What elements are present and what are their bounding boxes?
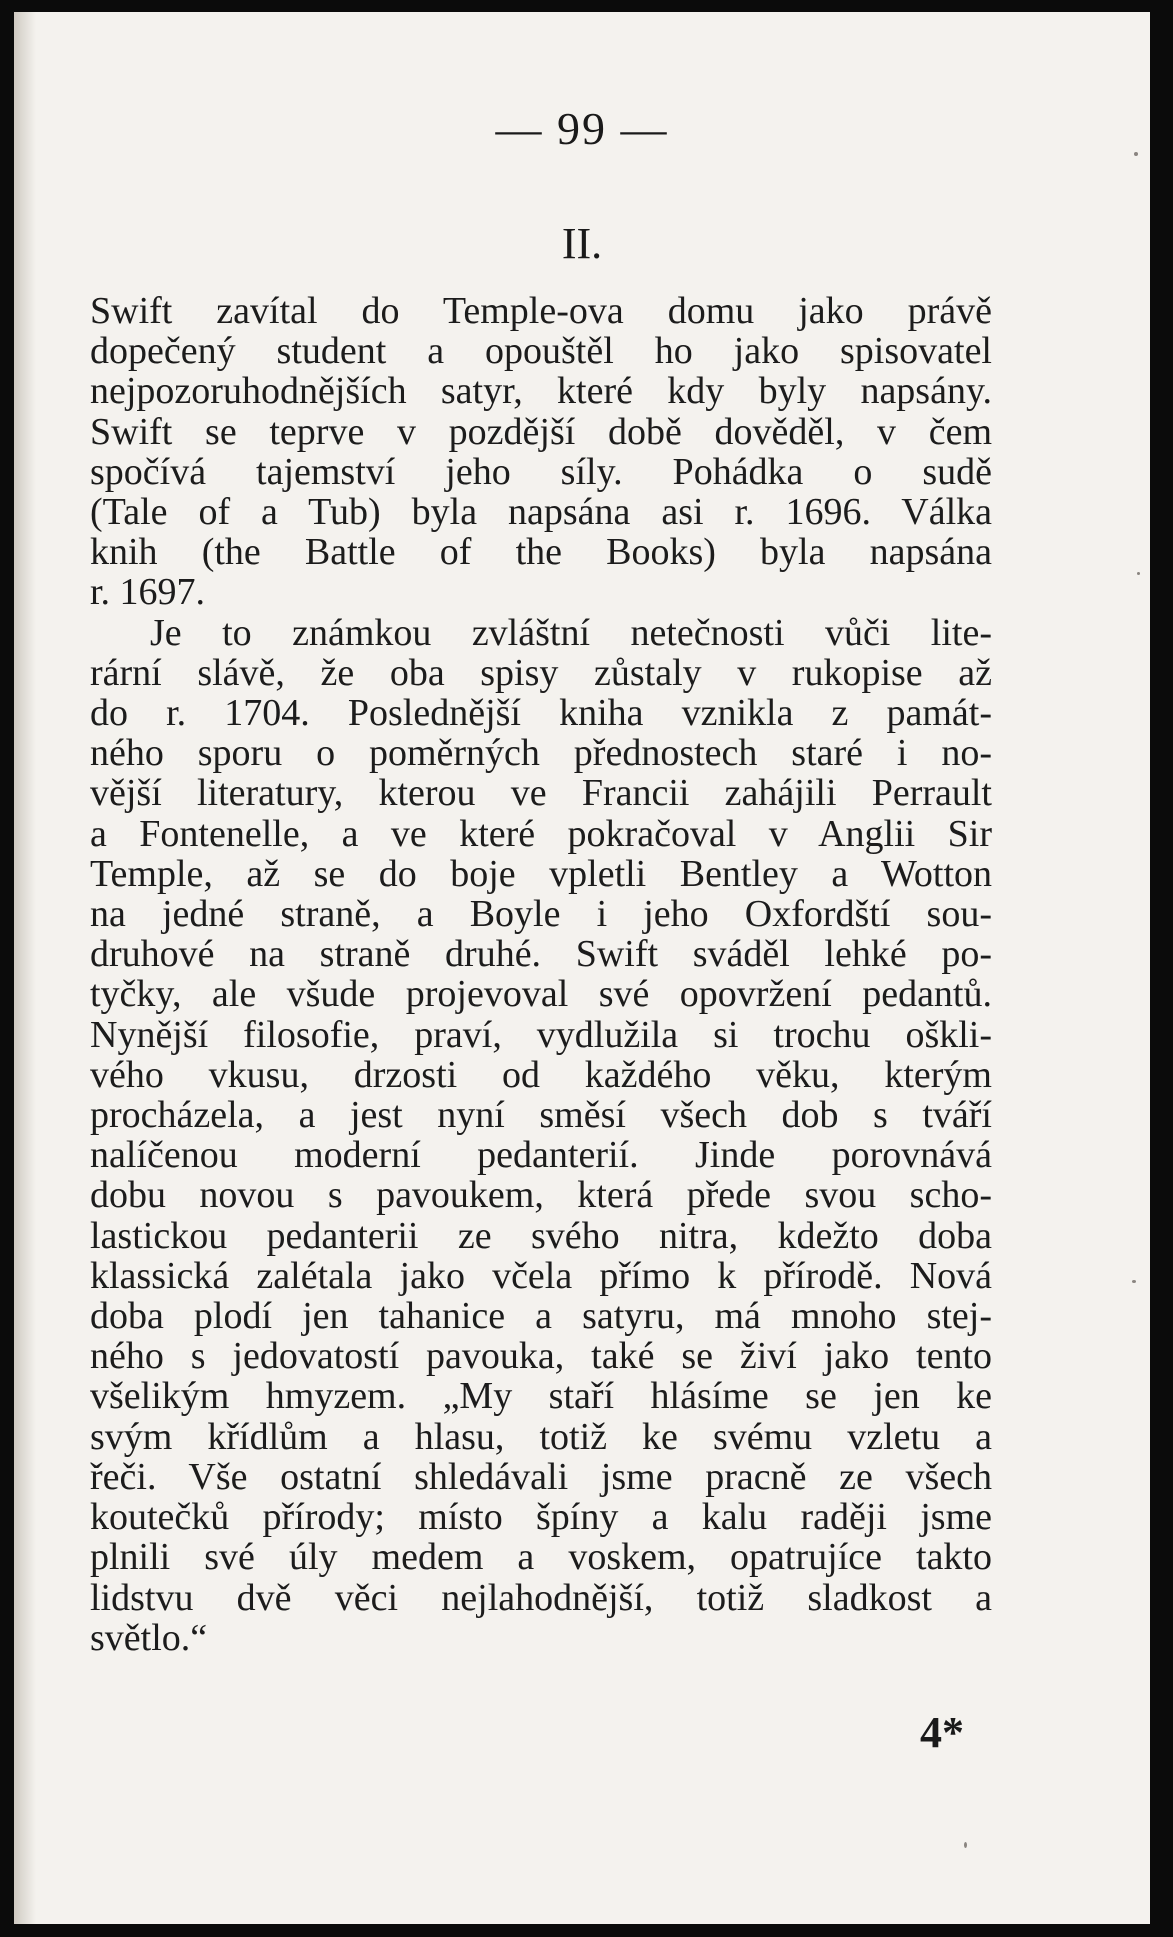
paragraph-2 (90, 613, 992, 1658)
text-line: lidstvu dvě věci nejlahodnější, totiž sladkost a (90, 1576, 992, 1619)
text-line: doba plodí jen tahanice a satyru, má mnoho stej- (90, 1295, 992, 1338)
text-line: a Fontenelle, a ve které pokračoval v Anglii Sir (90, 812, 992, 855)
text-line: ného s jedovatostí pavouka, také se živí jako tento (90, 1335, 992, 1378)
book-page (14, 12, 1150, 1924)
text-line: knih (the Battle of the Books) byla napsána (90, 531, 992, 574)
text-line: všelikým hmyzem. „My staří hlásíme se jen ke (90, 1375, 992, 1418)
paper-speck (964, 1842, 967, 1848)
text-line: svým křídlům a hlasu, totiž ke svému vzletu a (90, 1415, 992, 1458)
text-line: Temple, až se do boje vpletli Bentley a Wotton (90, 852, 992, 895)
page-gutter-shadow (14, 12, 36, 1924)
text-line: na jedné straně, a Boyle i jeho Oxfordští sou- (90, 893, 992, 936)
text-line: do r. 1704. Poslednější kniha vznikla z památ- (90, 692, 992, 735)
text-line: koutečků přírody; místo špíny a kalu raději jsme (90, 1496, 992, 1539)
text-line: vého vkusu, drzosti od každého věku, kterým (90, 1053, 992, 1096)
text-line: druhové na straně druhé. Swift sváděl lehké po- (90, 933, 992, 976)
text-line: dobu novou s pavoukem, která přede svou scho- (90, 1174, 992, 1217)
text-line: Je to známkou zvláštní netečnosti vůči lite- (150, 611, 992, 654)
text-line: tyčky, ale všude projevoval své opovržení pedantů. (90, 973, 992, 1016)
text-line: klassická zalétala jako včela přímo k přírodě. Nová (90, 1254, 992, 1297)
section-heading: II. (561, 219, 603, 268)
text-line: dopečený student a opouštěl ho jako spisovatel (90, 330, 992, 373)
text-line: plnili své úly medem a voskem, opatrujíce takto (90, 1536, 992, 1579)
paragraph-1 (90, 291, 992, 613)
body-text (90, 291, 992, 1658)
text-line: spočívá tajemství jeho síly. Pohádka o sudě (90, 450, 992, 493)
text-line: procházela, a jest nyní směsí všech dob s tváří (90, 1094, 992, 1137)
text-line: lastickou pedanterii ze svého nitra, kdežto doba (90, 1214, 992, 1257)
text-line: světlo.“ (90, 1616, 208, 1659)
text-line: Swift se teprve v pozdější době dověděl, v čem (90, 410, 992, 453)
text-line: nejpozoruhodnějších satyr, které kdy byly napsány. (90, 370, 992, 413)
text-line: (Tale of a Tub) byla napsána asi r. 1696. Válka (90, 491, 992, 534)
text-line: Swift zavítal do Temple-ova domu jako právě (90, 290, 992, 332)
text-line: vější literatury, kterou ve Francii zahájili Perrault (90, 772, 992, 815)
paper-speck (1134, 152, 1138, 156)
signature-mark: 4* (920, 1708, 964, 1757)
paper-speck (1137, 572, 1140, 575)
paper-speck (1132, 1280, 1136, 1283)
text-line: řeči. Vše ostatní shledávali jsme pracně ze všech (90, 1455, 992, 1498)
text-line: ného sporu o poměrných přednostech staré i no- (90, 732, 992, 775)
text-line: r. 1697. (90, 571, 206, 614)
text-line: nalíčenou moderní pedanterií. Jinde porovnává (90, 1134, 992, 1177)
text-line: Nynější filosofie, praví, vydlužila si trochu oškli- (90, 1013, 992, 1056)
text-line: rární slávě, že oba spisy zůstaly v rukopise až (90, 651, 992, 694)
page-number-header: — 99 — (495, 103, 669, 154)
